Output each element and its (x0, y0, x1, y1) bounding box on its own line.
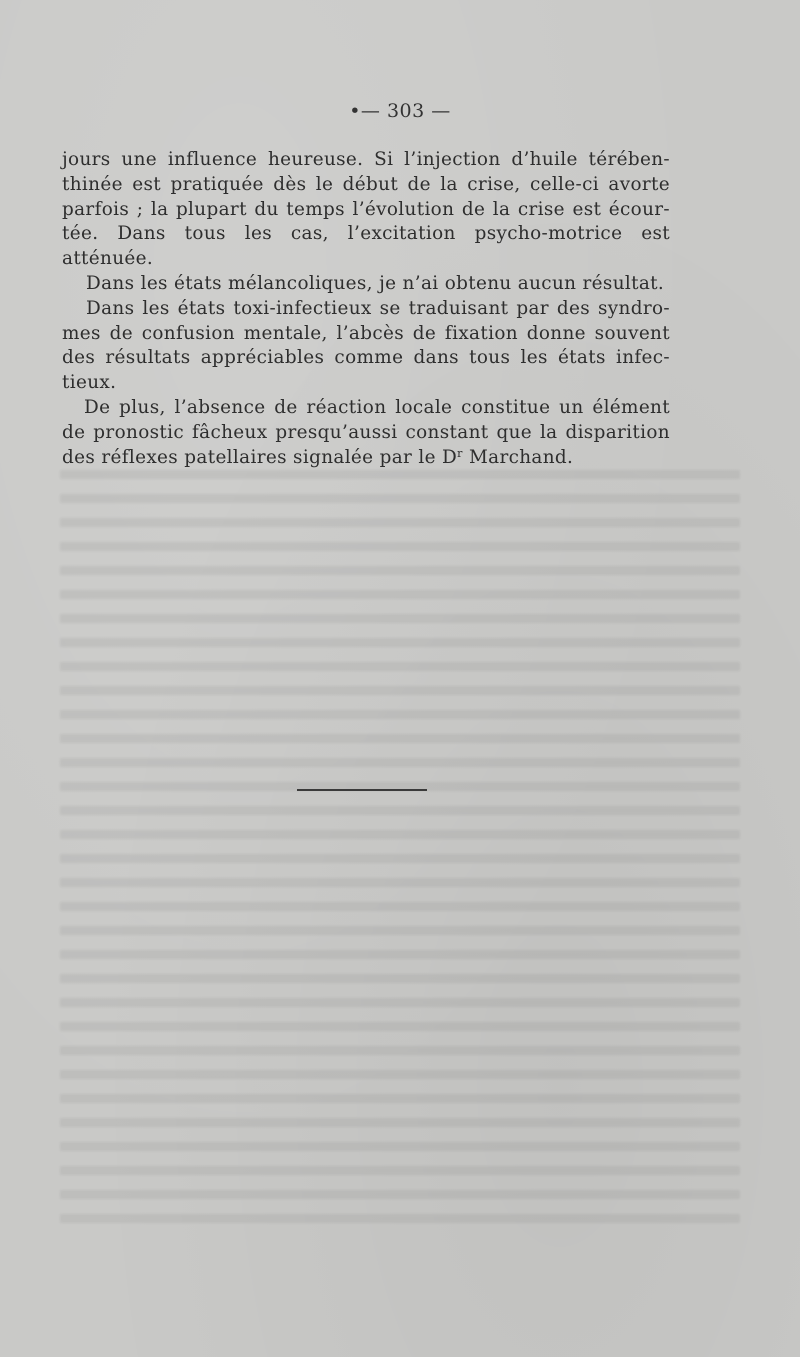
reverse-side-bleed-through (60, 470, 740, 1230)
paragraph-4 (62, 396, 670, 470)
paragraph-4-text: De plus, l’absence de réaction locale constitue un élément de pronostic fâcheux presqu’aussi constant que la disparition des réflexes patellaires signalée par le D (62, 396, 670, 468)
doctor-abbreviation-superscript: r (457, 446, 463, 460)
paragraph-1: jours une influence heureuse. Si l’injection d’huile térében-thinée est pratiquée dès le début de la crise, celle-ci avorte parfois ; la plupart du temps l’évolution de la crise est écour-tée. Dans tous les cas, l’excitation psycho-motrice est atténuée. (62, 149, 670, 270)
body-text (62, 148, 670, 470)
section-end-rule (297, 789, 427, 791)
paragraph-3: Dans les états toxi-infectieux se traduisant par des syndro-mes de confusion mentale, l’abcès de fixation donne souvent des résultats appréciables comme dans tous les états infec-tieux. (62, 297, 670, 394)
page-number-header: •— 303 — (349, 100, 451, 122)
paragraph-4-end: Marchand. (462, 446, 574, 468)
paragraph-2: Dans les états mélancoliques, je n’ai obtenu aucun résultat. (86, 272, 665, 294)
